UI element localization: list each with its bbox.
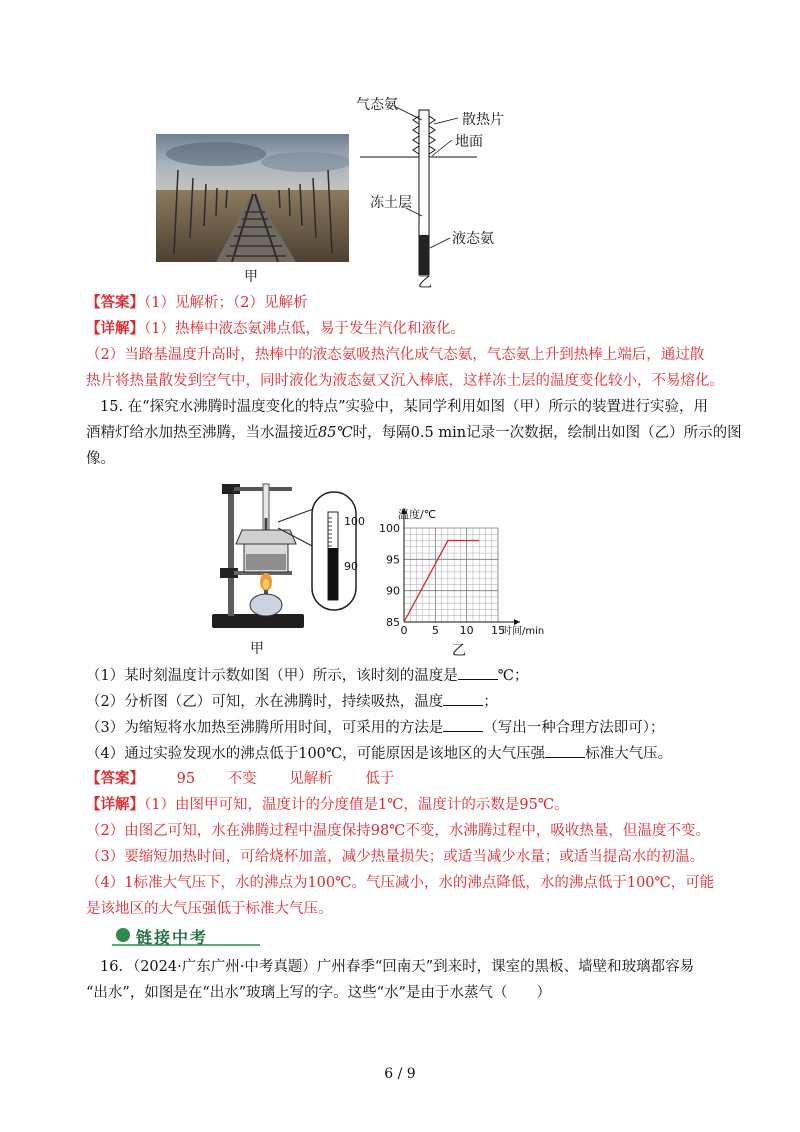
q15-sub3-text: （3）为缩短将水加热至沸腾所用时间，可采用的方法是: [86, 720, 444, 736]
detail-15-3: （3）要缩短加热时间，可给烧杯加盖，减少热量损失；或适当减少水量；或适当提高水的初温。: [86, 849, 705, 865]
answer-tag: 【答案】: [86, 294, 144, 311]
q15-line1: 15. 在“探究水沸腾时温度变化的特点”实验中，某同学利用如图（甲）所示的装置进行实验，用: [100, 399, 708, 415]
q15-sub4-end: 标准大气压。: [585, 746, 673, 762]
section-bullet-icon: [116, 928, 130, 942]
heat-pipe-diagram: [352, 90, 532, 290]
q15-line2c: 记录一次数据，绘制出如图（乙）所示的图: [466, 425, 742, 441]
thermo-label-90: 90: [344, 560, 358, 573]
detail-tag: 【详解】: [86, 320, 144, 337]
q15-line2a: 酒精灯给水加热至沸腾，当水温接近: [86, 425, 318, 441]
x-tick-label: 15: [491, 624, 505, 637]
answer-item: 见解析: [289, 771, 333, 787]
answer-item: 不变: [227, 771, 257, 787]
y-tick-label: 100: [379, 522, 400, 535]
label-frozen-soil: 冻土层: [370, 195, 412, 211]
page-number: 6 / 9: [384, 1066, 416, 1082]
detail-14-2a: （2）当路基温度升高时，热棒中的液态氨吸热汽化成气态氨，气态氨上升到热棒上端后，通过散: [86, 347, 705, 363]
detail-tag: 【详解】: [86, 796, 144, 813]
q16-line2: “出水”，如图是在“出水”玻璃上写的字。这些“水”是由于水蒸气（ ）: [86, 985, 551, 1001]
q15-sub3-end: （写出一种合理方法即可）；: [483, 720, 665, 736]
blank-4: [545, 743, 585, 758]
answer-15: [86, 769, 394, 789]
blank-1: [458, 665, 498, 680]
detail-14-2b: 热片将热量散发到空气中，同时液化为液态氨又沉入棒底，这样冻土层的温度变化较小，不易熔化。: [86, 373, 724, 389]
label-liquid-ammonia: 液态氨: [452, 231, 494, 247]
detail-15-1: [86, 795, 569, 815]
answer-item: 低于: [365, 771, 395, 787]
caption-jia-1: 甲: [244, 269, 258, 285]
railway-photo: [156, 134, 349, 262]
q15-sub1-text: （1）某时刻温度计示数如图（甲）所示，该时刻的温度是: [86, 668, 458, 684]
caption-yi-2: 乙: [452, 643, 466, 659]
q15-sub2-end: ；: [483, 694, 498, 710]
temperature-time-chart: [366, 500, 546, 650]
q15-line2b: 时，每隔: [352, 425, 411, 441]
x-axis-arrow: [514, 619, 520, 625]
x-tick-label: 10: [459, 624, 474, 637]
blank-3: [443, 717, 483, 732]
y-tick-label: 90: [386, 584, 400, 598]
answer-14: [86, 293, 307, 313]
blank-2: [443, 691, 483, 706]
answer-tag: 【答案】: [86, 770, 144, 787]
q15-sub3: [86, 717, 664, 738]
q16-line1: 16．（2024·广东广州·中考真题）广州春季“回南天”到来时，课室的黑板、墙壁和玻璃都容易: [100, 959, 695, 975]
detail-text: （1）由图甲可知，温度计的分度值是1℃，温度计的示数是95℃。: [144, 797, 569, 813]
q15-sub1: [86, 665, 528, 686]
q15-sub4: [86, 743, 672, 764]
boiling-apparatus: [208, 478, 368, 638]
answer-item: 95: [176, 771, 196, 787]
x-axis-label: 时间/min: [502, 626, 545, 637]
detail-15-4b: 是该地区的大气压强低于标准大气压。: [86, 901, 333, 917]
x-tick-label: 5: [431, 624, 439, 637]
label-gas-ammonia: 气态氨: [356, 97, 398, 113]
x-tick-label: 0: [400, 624, 408, 637]
answer-text: （1）见解析；（2）见解析: [144, 295, 308, 311]
detail-15-4a: （4）1标准大气压下，水的沸点为100℃。气压减小，水的沸点降低，水的沸点低于100℃，可能: [86, 875, 715, 891]
q15-temp: 85℃: [318, 425, 353, 441]
q15-sub4-text: （4）通过实验发现水的沸点低于100℃，可能原因是该地区的大气压强: [86, 746, 546, 762]
caption-jia-2: 甲: [250, 641, 264, 657]
y-tick-label: 85: [386, 616, 400, 629]
detail-14-1: [86, 319, 465, 339]
label-fins: 散热片: [462, 112, 504, 128]
y-axis-label: 温度/℃: [398, 508, 437, 521]
detail-text: （1）热棒中液态氨沸点低，易于发生汽化和液化。: [144, 321, 465, 337]
q15-line2: [86, 423, 742, 443]
detail-15-2: （2）由图乙可知，水在沸腾过程中温度保持98℃不变，水沸腾过程中，吸收热量，但温度不变。: [86, 823, 710, 839]
q15-line3: 像。: [86, 451, 115, 467]
q15-sub2: [86, 691, 498, 712]
q15-sub2-text: （2）分析图（乙）可知，水在沸腾时，持续吸热，温度: [86, 694, 444, 710]
section-title: 链接中考: [136, 928, 209, 947]
q15-interval: 0.5 min: [410, 425, 467, 441]
thermo-label-100: 100: [344, 515, 365, 528]
q15-sub1-end: ℃；: [497, 668, 529, 684]
caption-yi-1: 乙: [418, 275, 432, 291]
label-ground: 地面: [455, 134, 483, 150]
y-tick-label: 95: [386, 553, 400, 567]
